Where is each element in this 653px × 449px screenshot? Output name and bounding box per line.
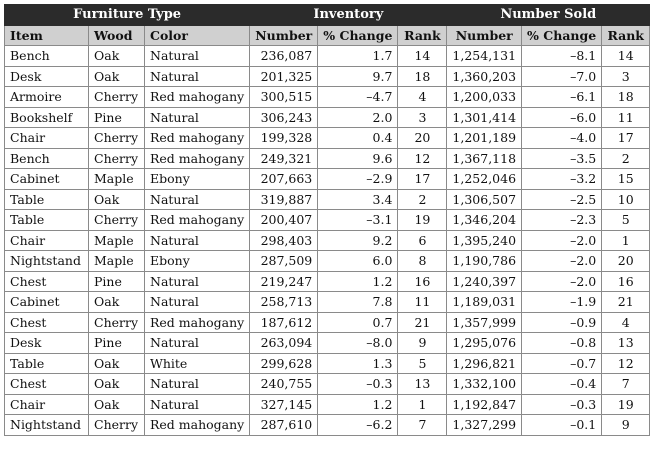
cell-sold-number: 1,189,031 [447,292,522,313]
cell-sold-rank: 21 [602,292,650,313]
cell-wood: Oak [89,189,145,210]
table-row [5,251,650,272]
table-row [5,394,650,415]
table-row [5,210,650,231]
cell-wood: Cherry [89,87,145,108]
cell-inventory-change: 6.0 [318,251,398,272]
cell-sold-rank: 2 [602,148,650,169]
cell-sold-rank: 19 [602,394,650,415]
cell-sold-change: –6.0 [522,107,602,128]
cell-wood: Oak [89,374,145,395]
cell-sold-change: –2.0 [522,230,602,251]
cell-item: Chair [5,230,89,251]
cell-inventory-change: 1.2 [318,271,398,292]
cell-inventory-rank: 18 [398,66,447,87]
cell-item: Chair [5,128,89,149]
cell-sold-change: –2.3 [522,210,602,231]
table-row [5,169,650,190]
cell-color: Natural [145,333,250,354]
cell-item: Desk [5,66,89,87]
cell-inventory-rank: 20 [398,128,447,149]
table-row [5,271,650,292]
cell-inventory-change: 7.8 [318,292,398,313]
cell-color: Red mahogany [145,210,250,231]
cell-inventory-rank: 17 [398,169,447,190]
cell-sold-rank: 5 [602,210,650,231]
cell-item: Nightstand [5,415,89,436]
cell-sold-number: 1,252,046 [447,169,522,190]
group-header-row [5,5,650,26]
cell-sold-rank: 14 [602,46,650,67]
cell-color: Natural [145,46,250,67]
cell-wood: Cherry [89,312,145,333]
cell-sold-number: 1,367,118 [447,148,522,169]
cell-inventory-rank: 8 [398,251,447,272]
cell-inventory-change: 9.2 [318,230,398,251]
cell-sold-change: –1.9 [522,292,602,313]
cell-inventory-number: 240,755 [250,374,318,395]
cell-color: Natural [145,292,250,313]
cell-sold-number: 1,327,299 [447,415,522,436]
table-row [5,353,650,374]
cell-sold-number: 1,192,847 [447,394,522,415]
cell-color: Ebony [145,169,250,190]
cell-sold-rank: 4 [602,312,650,333]
cell-item: Bookshelf [5,107,89,128]
cell-inventory-change: 1.3 [318,353,398,374]
cell-inventory-change: 0.7 [318,312,398,333]
cell-item: Chest [5,374,89,395]
cell-inventory-number: 258,713 [250,292,318,313]
cell-color: Red mahogany [145,87,250,108]
cell-sold-rank: 12 [602,353,650,374]
cell-wood: Pine [89,333,145,354]
cell-item: Nightstand [5,251,89,272]
cell-inventory-number: 207,663 [250,169,318,190]
cell-item: Table [5,353,89,374]
cell-inventory-rank: 12 [398,148,447,169]
cell-item: Chest [5,312,89,333]
cell-inventory-number: 200,407 [250,210,318,231]
cell-wood: Cherry [89,148,145,169]
table-row [5,128,650,149]
cell-inventory-number: 249,321 [250,148,318,169]
cell-sold-number: 1,332,100 [447,374,522,395]
cell-inventory-change: 1.2 [318,394,398,415]
cell-inventory-number: 299,628 [250,353,318,374]
cell-sold-rank: 7 [602,374,650,395]
cell-sold-number: 1,240,397 [447,271,522,292]
cell-sold-change: –2.0 [522,251,602,272]
cell-sold-number: 1,201,189 [447,128,522,149]
cell-color: Natural [145,394,250,415]
cell-color: Natural [145,271,250,292]
cell-item: Table [5,210,89,231]
cell-inventory-change: –4.7 [318,87,398,108]
table-row [5,415,650,436]
column-header-inventory-number: Number [250,25,318,46]
cell-wood: Oak [89,66,145,87]
cell-sold-number: 1,357,999 [447,312,522,333]
cell-item: Bench [5,46,89,67]
cell-inventory-number: 187,612 [250,312,318,333]
cell-inventory-rank: 6 [398,230,447,251]
cell-sold-change: –0.7 [522,353,602,374]
cell-wood: Oak [89,46,145,67]
furniture-table-container [4,4,650,436]
cell-inventory-change: –0.3 [318,374,398,395]
table-row [5,374,650,395]
cell-color: Red mahogany [145,128,250,149]
cell-inventory-change: –6.2 [318,415,398,436]
cell-item: Cabinet [5,169,89,190]
cell-color: Red mahogany [145,148,250,169]
column-header-wood: Wood [89,25,145,46]
cell-sold-number: 1,296,821 [447,353,522,374]
column-header-item: Item [5,25,89,46]
cell-sold-rank: 11 [602,107,650,128]
cell-wood: Oak [89,353,145,374]
cell-sold-change: –3.2 [522,169,602,190]
table-row [5,292,650,313]
cell-inventory-number: 319,887 [250,189,318,210]
table-row [5,148,650,169]
cell-inventory-change: 9.6 [318,148,398,169]
cell-sold-change: –3.5 [522,148,602,169]
cell-sold-change: –8.1 [522,46,602,67]
cell-sold-number: 1,346,204 [447,210,522,231]
cell-sold-change: –0.4 [522,374,602,395]
table-row [5,87,650,108]
cell-sold-change: –0.3 [522,394,602,415]
group-header-number-sold: Number Sold [447,5,650,26]
cell-inventory-number: 287,610 [250,415,318,436]
column-header-row [5,25,650,46]
cell-inventory-rank: 3 [398,107,447,128]
column-header-color: Color [145,25,250,46]
cell-sold-rank: 18 [602,87,650,108]
cell-color: Natural [145,107,250,128]
cell-inventory-rank: 9 [398,333,447,354]
cell-sold-number: 1,395,240 [447,230,522,251]
column-header-inventory-rank: Rank [398,25,447,46]
cell-inventory-rank: 1 [398,394,447,415]
cell-wood: Cherry [89,415,145,436]
furniture-data-table [4,4,650,436]
cell-wood: Oak [89,292,145,313]
cell-inventory-change: 3.4 [318,189,398,210]
table-row [5,46,650,67]
cell-wood: Maple [89,230,145,251]
cell-inventory-number: 263,094 [250,333,318,354]
cell-inventory-number: 199,328 [250,128,318,149]
cell-sold-rank: 16 [602,271,650,292]
table-row [5,312,650,333]
cell-sold-change: –2.5 [522,189,602,210]
cell-color: Natural [145,189,250,210]
cell-sold-number: 1,360,203 [447,66,522,87]
cell-sold-rank: 17 [602,128,650,149]
cell-inventory-change: 9.7 [318,66,398,87]
cell-sold-rank: 10 [602,189,650,210]
cell-inventory-change: 1.7 [318,46,398,67]
cell-inventory-number: 300,515 [250,87,318,108]
cell-inventory-change: 2.0 [318,107,398,128]
table-row [5,333,650,354]
cell-sold-change: –0.8 [522,333,602,354]
cell-color: Natural [145,66,250,87]
table-row [5,107,650,128]
cell-wood: Oak [89,394,145,415]
cell-inventory-number: 219,247 [250,271,318,292]
cell-item: Table [5,189,89,210]
cell-sold-rank: 15 [602,169,650,190]
column-header-inventory-change: % Change [318,25,398,46]
cell-wood: Cherry [89,210,145,231]
cell-sold-change: –0.9 [522,312,602,333]
cell-sold-change: –0.1 [522,415,602,436]
cell-sold-change: –7.0 [522,66,602,87]
cell-inventory-rank: 19 [398,210,447,231]
cell-wood: Pine [89,271,145,292]
cell-item: Chest [5,271,89,292]
cell-sold-change: –4.0 [522,128,602,149]
cell-sold-number: 1,200,033 [447,87,522,108]
cell-item: Desk [5,333,89,354]
cell-sold-number: 1,295,076 [447,333,522,354]
cell-inventory-rank: 2 [398,189,447,210]
cell-sold-number: 1,254,131 [447,46,522,67]
group-header-furniture-type: Furniture Type [5,5,250,26]
cell-sold-rank: 13 [602,333,650,354]
cell-sold-rank: 20 [602,251,650,272]
cell-inventory-rank: 7 [398,415,447,436]
cell-color: Natural [145,374,250,395]
cell-wood: Maple [89,251,145,272]
cell-inventory-number: 287,509 [250,251,318,272]
cell-inventory-rank: 21 [398,312,447,333]
cell-color: White [145,353,250,374]
cell-wood: Pine [89,107,145,128]
column-header-sold-number: Number [447,25,522,46]
cell-item: Armoire [5,87,89,108]
cell-sold-rank: 1 [602,230,650,251]
column-header-sold-rank: Rank [602,25,650,46]
cell-inventory-number: 306,243 [250,107,318,128]
table-row [5,66,650,87]
cell-color: Ebony [145,251,250,272]
table-row [5,189,650,210]
cell-sold-change: –6.1 [522,87,602,108]
cell-item: Chair [5,394,89,415]
cell-inventory-rank: 11 [398,292,447,313]
cell-inventory-rank: 5 [398,353,447,374]
cell-wood: Maple [89,169,145,190]
cell-inventory-change: 0.4 [318,128,398,149]
cell-item: Bench [5,148,89,169]
cell-inventory-change: –2.9 [318,169,398,190]
column-header-sold-change: % Change [522,25,602,46]
cell-inventory-rank: 16 [398,271,447,292]
cell-item: Cabinet [5,292,89,313]
cell-sold-rank: 9 [602,415,650,436]
cell-sold-change: –2.0 [522,271,602,292]
cell-wood: Cherry [89,128,145,149]
cell-sold-number: 1,306,507 [447,189,522,210]
cell-inventory-change: –8.0 [318,333,398,354]
cell-inventory-rank: 13 [398,374,447,395]
cell-color: Natural [145,230,250,251]
cell-sold-number: 1,190,786 [447,251,522,272]
cell-sold-rank: 3 [602,66,650,87]
cell-inventory-number: 201,325 [250,66,318,87]
table-body [5,46,650,436]
group-header-inventory: Inventory [250,5,447,26]
cell-sold-number: 1,301,414 [447,107,522,128]
cell-inventory-number: 327,145 [250,394,318,415]
cell-inventory-rank: 4 [398,87,447,108]
cell-inventory-rank: 14 [398,46,447,67]
cell-color: Red mahogany [145,415,250,436]
cell-inventory-change: –3.1 [318,210,398,231]
cell-color: Red mahogany [145,312,250,333]
cell-inventory-number: 236,087 [250,46,318,67]
cell-inventory-number: 298,403 [250,230,318,251]
table-row [5,230,650,251]
